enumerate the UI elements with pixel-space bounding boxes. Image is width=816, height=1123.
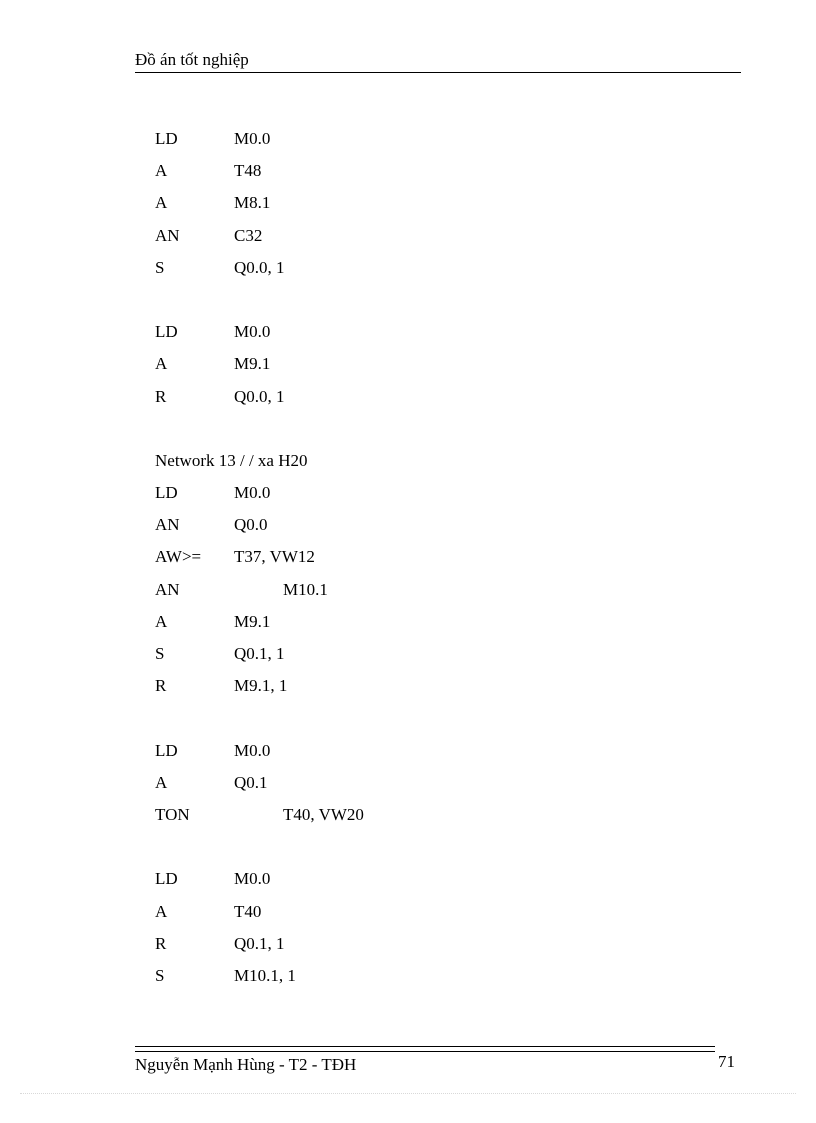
instruction-line xyxy=(155,545,575,577)
instruction-operand: M8.1 xyxy=(234,193,271,213)
instruction-line xyxy=(155,771,575,803)
instruction-opcode: A xyxy=(155,611,168,631)
instruction-operand: M10.1 xyxy=(283,579,328,599)
network-comment-line xyxy=(155,449,575,481)
instruction-line xyxy=(155,674,575,706)
instruction-line xyxy=(155,642,575,674)
instruction-operand: T37, VW12 xyxy=(234,547,315,567)
footer-rule xyxy=(135,1046,715,1052)
instruction-operand: Q0.0, 1 xyxy=(234,257,285,277)
instruction-operand: Q0.0, 1 xyxy=(234,386,285,406)
instruction-opcode: R xyxy=(155,386,167,406)
blank-line xyxy=(155,417,575,449)
instruction-line xyxy=(155,513,575,545)
instruction-line xyxy=(155,803,575,835)
instruction-opcode: A xyxy=(155,161,168,181)
instruction-opcode: R xyxy=(155,676,167,696)
instruction-operand: M0.0 xyxy=(234,129,271,148)
blank-line xyxy=(155,288,575,320)
instruction-line xyxy=(155,610,575,642)
instruction-opcode: LD xyxy=(155,740,178,760)
instruction-line xyxy=(155,320,575,352)
instruction-line xyxy=(155,932,575,964)
instruction-line xyxy=(155,739,575,771)
instruction-opcode: S xyxy=(155,644,165,663)
instruction-operand: T40 xyxy=(234,901,262,921)
instruction-operand: T48 xyxy=(234,161,262,181)
instruction-opcode: LD xyxy=(155,322,178,342)
page-number: 71 xyxy=(718,1052,735,1071)
instruction-opcode: A xyxy=(155,772,168,792)
instruction-line xyxy=(155,385,575,417)
instruction-operand: Q0.1, 1 xyxy=(234,933,285,953)
instruction-operand: Q0.1, 1 xyxy=(234,644,285,663)
instruction-opcode: LD xyxy=(155,869,178,889)
instruction-opcode: A xyxy=(155,354,168,374)
instruction-operand: T40, VW20 xyxy=(283,804,364,824)
instruction-opcode: AN xyxy=(155,579,180,599)
instruction-operand: M0.0 xyxy=(234,483,271,503)
plc-code-listing xyxy=(155,127,575,996)
instruction-opcode: S xyxy=(155,257,165,277)
instruction-opcode: AN xyxy=(155,225,180,245)
instruction-operand: M0.0 xyxy=(234,322,271,342)
instruction-opcode: AN xyxy=(155,515,180,535)
page-header xyxy=(135,50,741,73)
instruction-opcode: R xyxy=(155,933,167,953)
instruction-operand: M9.1 xyxy=(234,354,271,374)
instruction-opcode: A xyxy=(155,193,168,213)
instruction-operand: M0.0 xyxy=(234,869,271,889)
instruction-operand: Q0.0 xyxy=(234,515,268,535)
instruction-operand: M9.1 xyxy=(234,611,271,631)
instruction-line xyxy=(155,964,575,996)
instruction-line xyxy=(155,224,575,256)
network-comment: Network 13 / / xa H20 xyxy=(155,450,308,470)
instruction-operand: M0.0 xyxy=(234,740,271,760)
instruction-line xyxy=(155,159,575,191)
instruction-operand: M9.1, 1 xyxy=(234,676,288,696)
footer-author: Nguyễn Mạnh Hùng - T2 - TĐH xyxy=(135,1055,357,1074)
instruction-line xyxy=(155,256,575,288)
instruction-opcode: AW>= xyxy=(155,547,202,567)
blank-line xyxy=(155,835,575,867)
page-edge-dots xyxy=(20,1093,796,1094)
instruction-operand: M10.1, 1 xyxy=(234,965,296,985)
instruction-opcode: TON xyxy=(155,804,190,824)
instruction-opcode: LD xyxy=(155,129,178,148)
instruction-operand: C32 xyxy=(234,225,263,245)
instruction-opcode: S xyxy=(155,965,165,985)
instruction-opcode: LD xyxy=(155,483,178,503)
header-title: Đồ án tốt nghiệp xyxy=(135,50,249,69)
instruction-line xyxy=(155,481,575,513)
blank-line xyxy=(155,706,575,738)
instruction-line xyxy=(155,578,575,610)
instruction-line xyxy=(155,352,575,384)
instruction-line xyxy=(155,867,575,899)
instruction-line xyxy=(155,900,575,932)
instruction-operand: Q0.1 xyxy=(234,772,268,792)
instruction-line xyxy=(155,127,575,159)
instruction-line xyxy=(155,191,575,223)
instruction-opcode: A xyxy=(155,901,168,921)
